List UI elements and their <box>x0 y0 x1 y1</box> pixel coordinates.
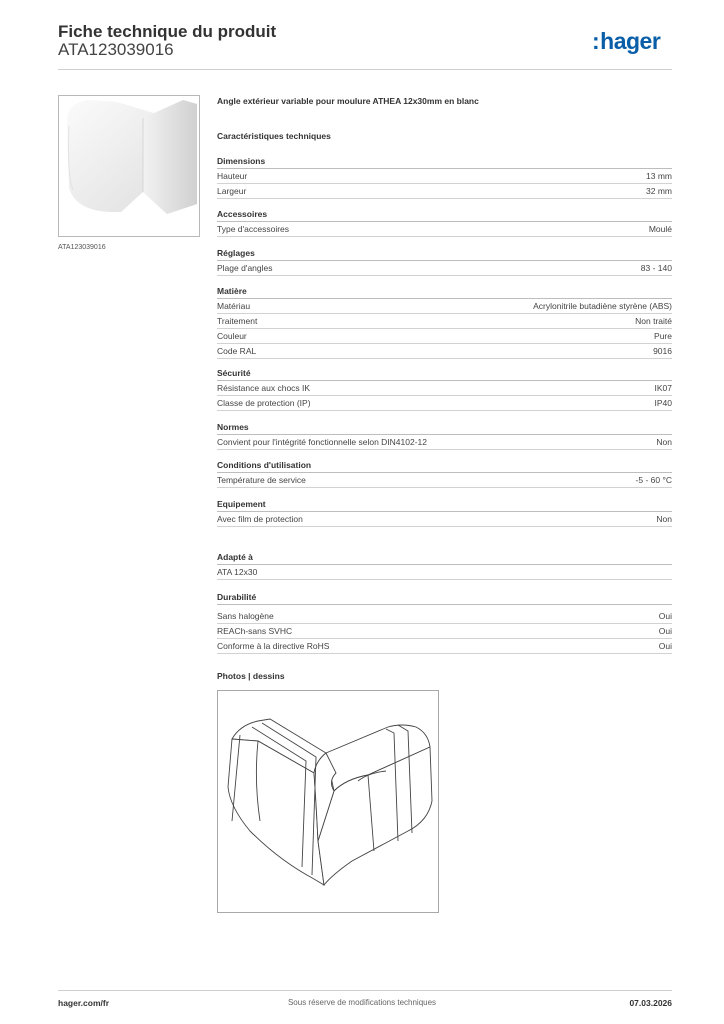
spec-value: IK07 <box>654 383 672 393</box>
spec-row <box>217 314 672 329</box>
section-title: Equipement <box>217 498 672 512</box>
spec-row <box>217 396 672 411</box>
spec-label: Résistance aux chocs IK <box>217 383 311 393</box>
hager-logo[interactable] <box>592 28 660 55</box>
footer-date: 07.03.2026 <box>629 998 672 1008</box>
spec-label: Traitement <box>217 316 258 326</box>
technical-drawing <box>217 690 439 913</box>
page-title: Fiche technique du produit <box>58 22 277 41</box>
product-reference: ATA123039016 <box>58 40 174 59</box>
section-dimensions <box>217 155 672 199</box>
section-title: Réglages <box>217 247 672 261</box>
spec-row <box>217 169 672 184</box>
spec-row <box>217 639 672 654</box>
section-title: Sécurité <box>217 367 672 381</box>
spec-row <box>217 609 672 624</box>
spec-label: Avec film de protection <box>217 514 303 524</box>
product-photo-image <box>59 96 199 236</box>
section-title: Adapté à <box>217 551 672 565</box>
spec-value: Acrylonitrile butadiène styrène (ABS) <box>533 301 672 311</box>
section-title: Normes <box>217 421 672 435</box>
spec-label: ATA 12x30 <box>217 567 258 577</box>
spec-row <box>217 222 672 237</box>
spec-value: Non traité <box>635 316 672 326</box>
product-description: Angle extérieur variable pour moulure ATHEA 12x30mm en blanc <box>217 96 479 106</box>
spec-row <box>217 435 672 450</box>
spec-row <box>217 329 672 344</box>
section-matiere <box>217 285 672 359</box>
footer-disclaimer: Sous réserve de modifications techniques <box>287 998 437 1007</box>
technical-drawing-image <box>218 691 438 912</box>
section-title: Conditions d'utilisation <box>217 459 672 473</box>
spec-row <box>217 624 672 639</box>
footer-website-link[interactable]: hager.com/fr <box>58 998 110 1008</box>
characteristics-title: Caractéristiques techniques <box>217 131 331 141</box>
spec-value: Oui <box>658 626 672 636</box>
spec-value: Pure <box>654 331 672 341</box>
spec-value: 13 mm <box>646 171 672 181</box>
section-normes <box>217 421 672 450</box>
section-title: Accessoires <box>217 208 672 222</box>
spec-value: Non <box>656 437 672 447</box>
spec-label: Type d'accessoires <box>217 224 290 234</box>
spec-value: Moulé <box>648 224 672 234</box>
spec-row <box>217 344 672 359</box>
spec-value: 9016 <box>653 346 672 356</box>
spec-row <box>217 512 672 527</box>
spec-label: Couleur <box>217 331 247 341</box>
spec-label: Hauteur <box>217 171 248 181</box>
spec-value: Oui <box>658 611 672 621</box>
section-accessoires <box>217 208 672 237</box>
spec-row <box>217 261 672 276</box>
footer-divider <box>58 990 672 991</box>
spec-value: 83 - 140 <box>640 263 672 273</box>
spec-label: Matériau <box>217 301 251 311</box>
product-photo <box>58 95 200 237</box>
spec-value: -5 - 60 °C <box>635 475 672 485</box>
section-durabilite <box>217 591 672 654</box>
product-photo-caption: ATA123039016 <box>58 244 106 251</box>
spec-row <box>217 299 672 314</box>
spec-label: Sans halogène <box>217 611 274 621</box>
photos-title: Photos | dessins <box>217 671 285 681</box>
logo-text: hager <box>600 28 661 54</box>
spec-row <box>217 565 672 580</box>
spec-value: Oui <box>658 641 672 651</box>
section-reglages <box>217 247 672 276</box>
section-conditions-utilisation <box>217 459 672 488</box>
section-equipement <box>217 498 672 527</box>
spec-label: Classe de protection (IP) <box>217 398 311 408</box>
spec-row <box>217 184 672 199</box>
spec-value: 32 mm <box>646 186 672 196</box>
spec-label: Largeur <box>217 186 247 196</box>
spec-label: Conforme à la directive RoHS <box>217 641 330 651</box>
spec-label: Convient pour l'intégrité fonctionnelle selon DIN4102-12 <box>217 437 428 447</box>
spec-label: REACh-sans SVHC <box>217 626 293 636</box>
logo-colon-mark: : <box>592 28 600 54</box>
section-securite <box>217 367 672 411</box>
section-adapte-a <box>217 551 672 580</box>
header-divider <box>58 69 672 70</box>
section-title: Durabilité <box>217 591 672 605</box>
spec-row <box>217 473 672 488</box>
spec-label: Température de service <box>217 475 306 485</box>
spec-row <box>217 381 672 396</box>
spec-label: Plage d'angles <box>217 263 273 273</box>
spec-label: Code RAL <box>217 346 257 356</box>
spec-value: IP40 <box>654 398 672 408</box>
section-title: Matière <box>217 285 672 299</box>
spec-value: Non <box>656 514 672 524</box>
section-title: Dimensions <box>217 155 672 169</box>
